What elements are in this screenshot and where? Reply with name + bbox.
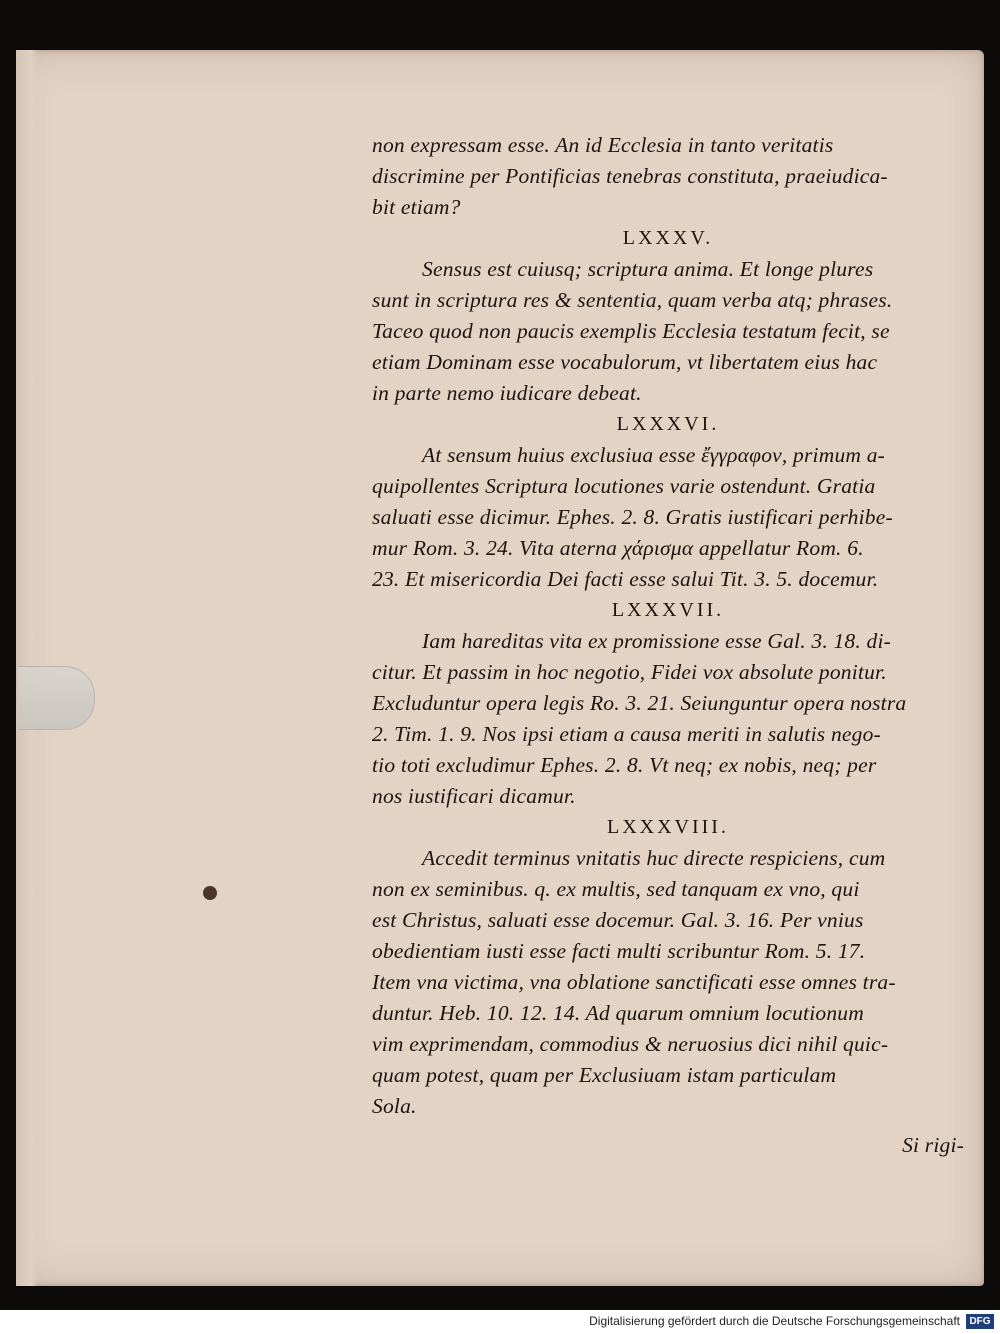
- text-line: 23. Et misericordia Dei facti esse salui Tit. 3. 5. docemur.: [372, 567, 879, 591]
- catchword: Si rigi-: [902, 1133, 964, 1157]
- text-line: in parte nemo iudicare debeat.: [372, 381, 642, 405]
- page-text: [372, 130, 964, 1161]
- section-heading: LXXXVIII.: [607, 816, 729, 838]
- text-line: Sola.: [372, 1094, 417, 1118]
- text-line: discrimine per Pontificias tenebras constituta, praeiudica-: [372, 164, 888, 188]
- text-line: tio toti excludimur Ephes. 2. 8. Vt neq; ex nobis, neq; per: [372, 753, 877, 777]
- text-line: non ex seminibus. q. ex multis, sed tanquam ex vno, qui: [372, 877, 860, 901]
- text-line: etiam Dominam esse vocabulorum, vt libertatem eius hac: [372, 350, 878, 374]
- text-line: Excluduntur opera legis Ro. 3. 21. Seiunguntur opera nostra: [372, 691, 907, 715]
- text-line: Iam hareditas vita ex promissione esse Gal. 3. 18. di-: [422, 629, 892, 653]
- catchword-row: [372, 1130, 964, 1161]
- section-heading: LXXXV.: [622, 227, 714, 249]
- text-line: est Christus, saluati esse docemur. Gal. 3. 16. Per vnius: [372, 908, 864, 932]
- text-line: At sensum huius exclusiua esse ἔγγραφον, primum a-: [422, 443, 886, 467]
- text-line: Taceo quod non paucis exemplis Ecclesia testatum fecit, se: [372, 319, 890, 343]
- footer-bar: [0, 1310, 1000, 1334]
- text-line: obedientiam iusti esse facti multi scribuntur Rom. 5. 17.: [372, 939, 866, 963]
- text-line: quam potest, quam per Exclusiuam istam particulam: [372, 1063, 837, 1087]
- worm-hole: [203, 886, 217, 900]
- text-line: 2. Tim. 1. 9. Nos ipsi etiam a causa meriti in salutis nego-: [372, 722, 881, 746]
- plastic-clip: [18, 666, 95, 730]
- text-line: saluati esse dicimur. Ephes. 2. 8. Gratis iustificari perhibe-: [372, 505, 893, 529]
- dfg-logo: DFG: [966, 1314, 994, 1329]
- text-line: vim exprimendam, commodius & neruosius dici nihil quic-: [372, 1032, 889, 1056]
- text-line: duntur. Heb. 10. 12. 14. Ad quarum omnium locutionum: [372, 1001, 864, 1025]
- text-line: bit etiam?: [372, 195, 461, 219]
- text-line: Accedit terminus vnitatis huc directe respiciens, cum: [422, 846, 886, 870]
- text-line: sunt in scriptura res & sententia, quam verba atq; phrases.: [372, 288, 893, 312]
- text-line: quipollentes Scriptura locutiones varie ostendunt. Gratia: [372, 474, 876, 498]
- text-line: Item vna victima, vna oblatione sanctificati esse omnes tra-: [372, 970, 896, 994]
- section-heading: LXXXVI.: [616, 413, 720, 435]
- text-line: non expressam esse. An id Ecclesia in tanto veritatis: [372, 133, 834, 157]
- footer-credit: Digitalisierung gefördert durch die Deutsche Forschungsgemeinschaft: [589, 1314, 960, 1328]
- text-line: Sensus est cuiusq; scriptura anima. Et longe plures: [422, 257, 874, 281]
- text-line: mur Rom. 3. 24. Vita aterna χάρισμα appellatur Rom. 6.: [372, 536, 864, 560]
- text-line: nos iustificari dicamur.: [372, 784, 576, 808]
- section-heading: LXXXVII.: [611, 599, 725, 621]
- text-line: citur. Et passim in hoc negotio, Fidei vox absolute ponitur.: [372, 660, 887, 684]
